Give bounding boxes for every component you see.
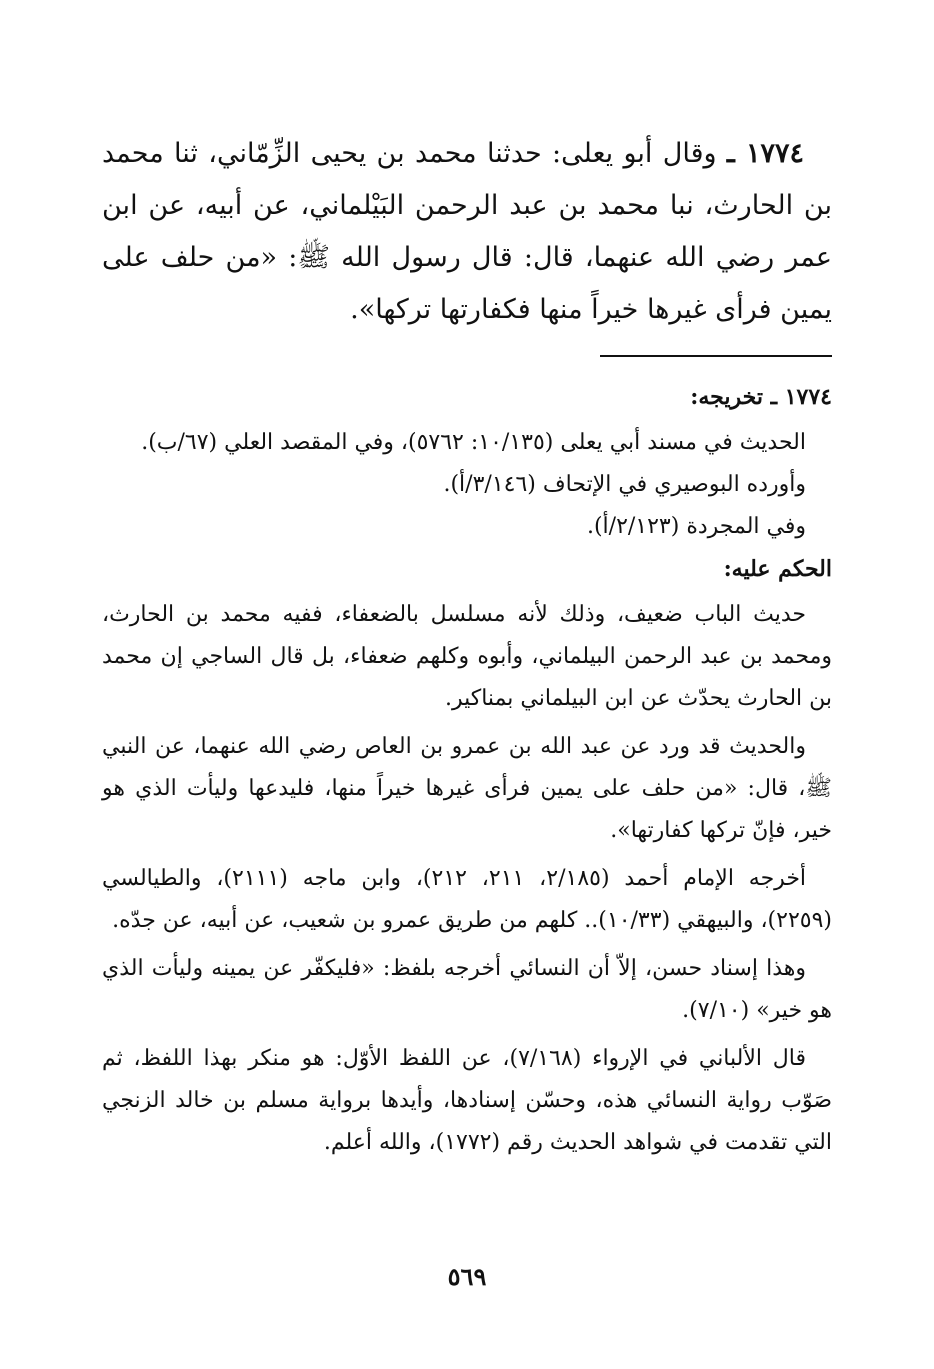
takhrij-paragraph-1: الحديث في مسند أبي يعلى (١٠/١٣٥: ٥٧٦٢)، وفي المقصد العلي (٦٧/ب). <box>141 430 806 455</box>
footnote-divider <box>600 355 832 357</box>
takhrij-paragraph-3: وفي المجردة (٢/١٢٣/أ). <box>586 514 806 539</box>
footnotes-block <box>102 376 832 1170</box>
page-number: ٥٦٩ <box>447 1262 487 1291</box>
hadith-number: ١٧٧٤ ـ <box>726 138 804 169</box>
hukm-heading: الحكم عليه: <box>723 556 832 582</box>
hukm-paragraph-1: حديث الباب ضعيف، وذلك لأنه مسلسل بالضعفاء، ففيه محمد بن الحارث، ومحمد بن عبد الرحمن البيلماني، وأبوه وكلهم ضعفاء، بل قال الساجي إن محمد بن الحارث يحدّث عن ابن البيلماني بمناكير. <box>102 602 832 711</box>
hadith-paragraph <box>102 128 832 336</box>
hukm-paragraph-2: والحديث قد ورد عن عبد الله بن عمرو بن العاص رضي الله عنهما، عن النبي ﷺ، قال: «من حلف على يمين فرأى غيرها خيراً منها، فليدعها وليأت الذي هو خير، فإنّ تركها كفارتها». <box>102 734 832 843</box>
hukm-paragraph-5: قال الألباني في الإرواء (٧/١٦٨)، عن اللفظ الأوّل: هو منكر بهذا اللفظ، ثم صَوّب رواية النسائي هذه، وحسّن إسنادها، وأيدها برواية مسلم بن خالد الزنجي التي تقدمت في شواهد الحديث رقم (١٧٧٢)، والله أعلم. <box>102 1046 832 1155</box>
hadith-text: وقال أبو يعلى: حدثنا محمد بن يحيى الزِّمّاني، ثنا محمد بن الحارث، نبا محمد بن عبد الرحمن البَيْلماني، عن أبيه، عن ابن عمر رضي الله عنهما، قال: قال رسول الله ﷺ: «من حلف على يمين فرأى غيرها خيراً منها فكفارتها تركها». <box>102 138 832 325</box>
hukm-paragraph-3: أخرجه الإمام أحمد (٢/١٨٥، ٢١١، ٢١٢)، وابن ماجه (٢١١١)، والطيالسي (٢٢٥٩)، والبيهقي (١٠/٣٣).. كلهم من طريق عمرو بن شعيب، عن أبيه، عن جدّه. <box>102 866 832 933</box>
takhrij-paragraph-2: وأورده البوصيري في الإتحاف (٣/١٤٦/أ). <box>443 472 806 497</box>
hadith-block <box>102 128 832 336</box>
takhrij-heading: ١٧٧٤ ـ تخريجه: <box>690 384 832 410</box>
hukm-paragraph-4: وهذا إسناد حسن، إلاّ أن النسائي أخرجه بلفظ: «فليكفّر عن يمينه وليأت الذي هو خير» (٧/١٠). <box>102 956 832 1023</box>
